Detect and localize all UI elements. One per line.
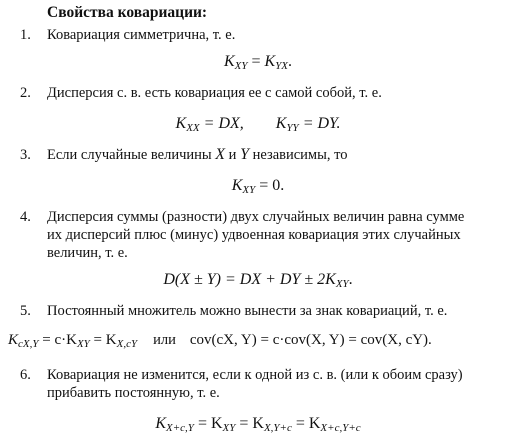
item-5 <box>20 302 448 320</box>
item-text: Дисперсия с. в. есть ковариация ее с самой собой, т. е. <box>47 85 382 101</box>
item-6-line-2: прибавить постоянную, т. е. <box>47 385 220 401</box>
item-number: 6. <box>20 367 31 383</box>
item-text: Дисперсия суммы (разности) двух случайных величин равна сумме <box>47 209 465 225</box>
formula-4: D(X ± Y) = DX + DY ± $2K_{XY}$. <box>163 271 353 290</box>
section-title: Свойства ковариации: <box>47 4 208 21</box>
item-number: 5. <box>20 303 31 319</box>
formula-2: $K_{XX}$ = DX, $K_{YY}$ = DY. <box>175 115 341 134</box>
item-1 <box>20 26 236 44</box>
item-text: Постоянный множитель можно вынести за знак ковариаций, т. е. <box>47 303 448 319</box>
item-4-line-2: их дисперсий плюс (минус) удвоенная ковариация этих случайных <box>47 227 461 243</box>
formula-1: $K_{XY} = K_{YX}$. <box>223 53 293 72</box>
formula-6: $K_{X+c,Y} = K_{XY} = K_{X,Y+c} = K_{X+c,Y+c}$ <box>155 415 361 434</box>
item-number: 4. <box>20 209 31 225</box>
item-number: 3. <box>20 147 31 163</box>
item-6 <box>20 366 463 384</box>
item-text: Ковариация симметрична, т. е. <box>47 27 236 43</box>
formula-3: $K_{XY} = 0$. <box>231 177 285 196</box>
item-number: 2. <box>20 85 31 101</box>
item-number: 1. <box>20 27 31 43</box>
formula-5: $K_{cX,Y} = c\cdot K_{XY} = K_{X,cY}$ или cov(cX, Y) = c·cov(X, Y) = cov(X, cY). <box>8 332 432 350</box>
item-4 <box>20 208 465 226</box>
item-2 <box>20 84 382 102</box>
item-4-line-3: величин, т. е. <box>47 245 128 261</box>
item-text: Если случайные величины X и Y независимы, то <box>47 146 348 163</box>
item-3 <box>20 146 348 164</box>
item-text: Ковариация не изменится, если к одной из с. в. (или к обоим сразу) <box>47 367 463 383</box>
